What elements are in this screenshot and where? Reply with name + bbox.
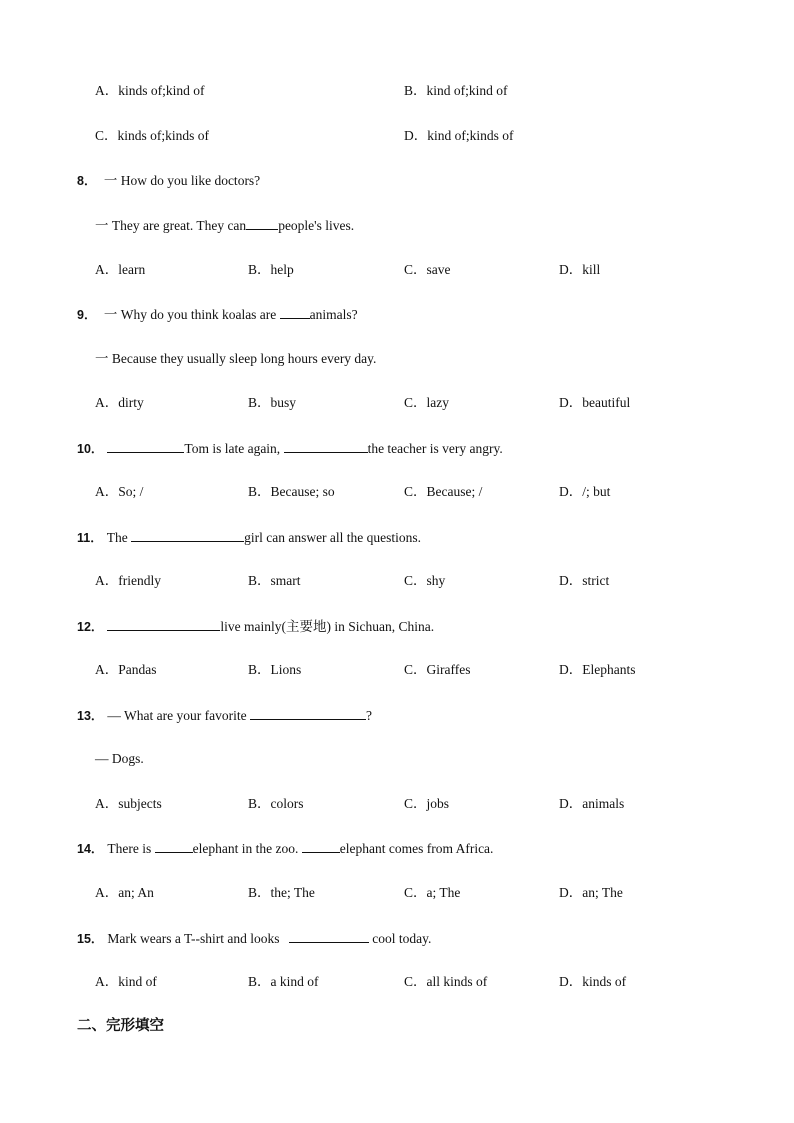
q13-line2: — Dogs. [95, 751, 144, 766]
q8-line2-post: people's lives. [278, 218, 355, 233]
q9-line1-pre: 一 Why do you think koalas are [103, 307, 280, 322]
q10-mid: Tom is late again, [184, 441, 284, 456]
q9-option-c: C．lazy [404, 395, 449, 410]
q14-option-d: D．an; The [559, 885, 623, 900]
answer-blank [246, 216, 278, 230]
q11-option-d: D．strict [559, 573, 610, 588]
answer-blank [107, 439, 184, 453]
q9-option-d: D．beautiful [559, 395, 631, 410]
answer-blank [284, 439, 368, 453]
q12-stem [77, 617, 434, 636]
q14-post: elephant comes from Africa. [339, 841, 494, 856]
answer-blank [250, 706, 366, 720]
q9-option-b: B．busy [248, 395, 297, 410]
question-number: 10． [77, 442, 104, 456]
q9-line1-post: animals? [309, 307, 358, 322]
q14-stem [77, 839, 493, 858]
q8-option-a: A．learn [95, 262, 146, 277]
q13-option-b: B．colors [248, 796, 304, 811]
answer-blank [155, 839, 193, 853]
q13-option-a: A．subjects [95, 796, 162, 811]
q10-post: the teacher is very angry. [367, 441, 503, 456]
q15-option-d: D．kinds of [559, 974, 627, 989]
question-number: 13． [77, 709, 104, 723]
q11-stem [77, 528, 421, 547]
q9-stem [77, 305, 358, 324]
q15-option-b: B．a kind of [248, 974, 319, 989]
answer-blank [289, 929, 369, 943]
q15-option-a: A．kind of [95, 974, 157, 989]
q8-option-c: C．save [404, 262, 451, 277]
answer-blank [302, 839, 340, 853]
q11-option-b: B．smart [248, 573, 301, 588]
q10-option-c: C．Because; / [404, 484, 483, 499]
q10-option-b: B．Because; so [248, 484, 335, 499]
q11-option-c: C．shy [404, 573, 446, 588]
q15-post: cool today. [368, 931, 432, 946]
q15-stem [77, 929, 431, 948]
q14-mid: elephant in the zoo. [192, 841, 302, 856]
q8-stem [77, 172, 260, 190]
q7-option-a: A．kinds of;kind of [95, 83, 205, 98]
q15-option-c: C．all kinds of [404, 974, 488, 989]
q14-option-a: A．an; An [95, 885, 154, 900]
q12-option-d: D．Elephants [559, 662, 636, 677]
q7-option-b: B．kind of;kind of [404, 83, 508, 98]
question-number: 12． [77, 620, 104, 634]
answer-blank [107, 617, 220, 631]
q11-post: girl can answer all the questions. [244, 530, 422, 545]
q11-option-a: A．friendly [95, 573, 161, 588]
q14-option-b: B．the; The [248, 885, 315, 900]
q10-option-d: D．/; but [559, 484, 611, 499]
q10-stem [77, 439, 503, 458]
q12-option-c: C．Giraffes [404, 662, 471, 677]
answer-blank [131, 528, 244, 542]
q7-option-c: C．kinds of;kinds of [95, 128, 210, 143]
q13-post: ? [365, 708, 372, 723]
section-heading: 二、完形填空 [77, 1018, 164, 1034]
question-number: 8． [77, 174, 97, 188]
q10-option-a: A．So; / [95, 484, 144, 499]
q7-option-d: D．kind of;kinds of [404, 128, 514, 143]
q13-option-c: C．jobs [404, 796, 450, 811]
q8-option-b: B．help [248, 262, 294, 277]
q12-option-b: B．Lions [248, 662, 302, 677]
q8-line1: 一 How do you like doctors? [103, 173, 261, 188]
question-number: 15． [77, 932, 104, 946]
q15-pre: Mark wears a T--shirt and looks [107, 931, 283, 946]
q8-option-d: D．kill [559, 262, 601, 277]
question-number: 14． [77, 842, 104, 856]
question-number: 11． [77, 531, 103, 545]
q13-pre: — What are your favorite [107, 708, 250, 723]
q9-option-a: A．dirty [95, 395, 144, 410]
q14-option-c: C．a; The [404, 885, 461, 900]
q11-pre: The [106, 530, 132, 545]
q12-option-a: A．Pandas [95, 662, 157, 677]
q8-line2-pre: 一 They are great. They can [95, 218, 247, 233]
answer-blank [280, 305, 310, 319]
q8-answer-line [95, 216, 354, 235]
q14-pre: There is [107, 841, 155, 856]
q9-line2: 一 Because they usually sleep long hours every day. [95, 351, 377, 366]
q13-stem [77, 706, 372, 725]
q12-post: live mainly(主要地) in Sichuan, China. [220, 619, 435, 634]
question-number: 9． [77, 308, 97, 322]
q13-option-d: D．animals [559, 796, 625, 811]
